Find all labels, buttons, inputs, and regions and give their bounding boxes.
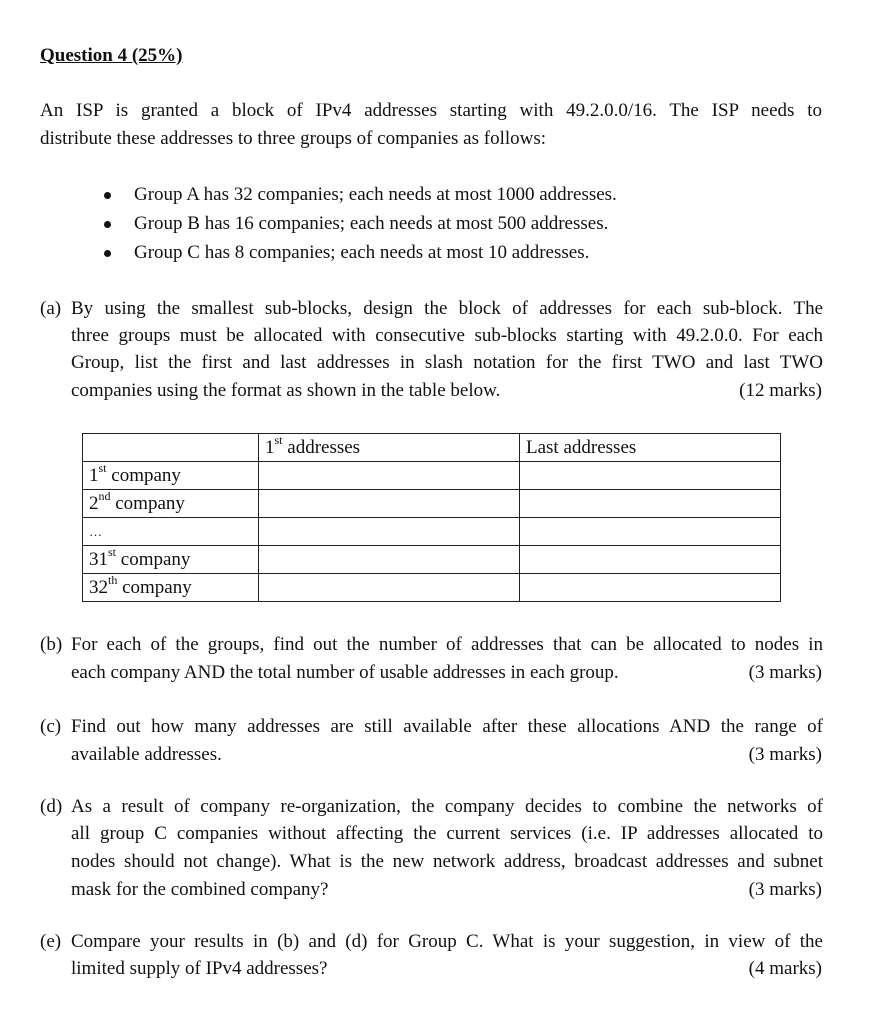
last-address-cell bbox=[520, 462, 781, 490]
first-address-cell bbox=[259, 462, 520, 490]
last-address-cell bbox=[520, 574, 781, 602]
part-e-label: (e) bbox=[40, 931, 62, 952]
part-d-label: (d) bbox=[40, 796, 63, 817]
part-a-line-3: Group, list the first and last addresses in slash notation for the first TWO and last TWO bbox=[71, 352, 823, 373]
table-row bbox=[83, 518, 781, 546]
first-address-cell bbox=[259, 574, 520, 602]
part-b-marks: (3 marks) bbox=[748, 662, 822, 683]
row-label: 2nd company bbox=[83, 490, 259, 518]
part-d-marks: (3 marks) bbox=[748, 879, 822, 900]
part-a-line-4: companies using the format as shown in the table below. bbox=[71, 380, 501, 401]
part-c-line-2: available addresses. bbox=[71, 744, 222, 765]
part-b-line-1: For each of the groups, find out the number of addresses that can be allocated to nodes in bbox=[71, 634, 823, 655]
part-c-marks: (3 marks) bbox=[748, 744, 822, 765]
first-address-cell bbox=[259, 546, 520, 574]
part-b-label: (b) bbox=[40, 634, 63, 655]
row-label: 32th company bbox=[83, 574, 259, 602]
row-label: 31st company bbox=[83, 546, 259, 574]
last-address-cell bbox=[520, 546, 781, 574]
header-empty-cell bbox=[83, 434, 259, 462]
bullet-group-b: Group B has 16 companies; each needs at most 500 addresses. bbox=[134, 213, 609, 234]
table-row bbox=[83, 462, 781, 490]
part-c-line-1: Find out how many addresses are still available after these allocations AND the range of bbox=[71, 716, 823, 737]
intro-line-2: distribute these addresses to three groups of companies as follows: bbox=[40, 128, 547, 149]
part-e-line-2: limited supply of IPv4 addresses? bbox=[71, 958, 328, 979]
bullet-icon bbox=[104, 221, 111, 228]
table-row bbox=[83, 490, 781, 518]
bullet-icon bbox=[104, 192, 111, 199]
part-d-line-3: nodes should not change). What is the new network address, broadcast addresses and subnet bbox=[71, 851, 823, 872]
table-header-row bbox=[83, 434, 781, 462]
header-first-addresses: 1st addresses bbox=[259, 434, 520, 462]
part-e-marks: (4 marks) bbox=[748, 958, 822, 979]
row-label-ellipsis: … bbox=[83, 518, 259, 546]
part-d-line-2: all group C companies without affecting the current services (i.e. IP addresses allocated to bbox=[71, 823, 823, 844]
first-address-cell bbox=[259, 518, 520, 546]
bullet-group-c: Group C has 8 companies; each needs at most 10 addresses. bbox=[134, 242, 590, 263]
part-e-line-1: Compare your results in (b) and (d) for Group C. What is your suggestion, in view of the bbox=[71, 931, 823, 952]
part-a-marks: (12 marks) bbox=[739, 380, 822, 401]
part-a-line-1: By using the smallest sub-blocks, design the block of addresses for each sub-block. The bbox=[71, 298, 823, 319]
part-a-label: (a) bbox=[40, 298, 62, 319]
bullet-icon bbox=[104, 250, 111, 257]
part-c-label: (c) bbox=[40, 716, 62, 737]
row-label: 1st company bbox=[83, 462, 259, 490]
first-address-cell bbox=[259, 490, 520, 518]
header-last-addresses: Last addresses bbox=[520, 434, 781, 462]
part-b-line-2: each company AND the total number of usable addresses in each group. bbox=[71, 662, 619, 683]
table-row bbox=[83, 574, 781, 602]
address-table bbox=[82, 433, 781, 602]
part-a-line-2: three groups must be allocated with consecutive sub-blocks starting with 49.2.0.0. For each bbox=[71, 325, 823, 346]
question-title: Question 4 (25%) bbox=[40, 45, 183, 66]
intro-line-1: An ISP is granted a block of IPv4 addresses starting with 49.2.0.0/16. The ISP needs to bbox=[40, 100, 822, 121]
last-address-cell bbox=[520, 518, 781, 546]
last-address-cell bbox=[520, 490, 781, 518]
part-d-line-1: As a result of company re-organization, the company decides to combine the networks of bbox=[71, 796, 823, 817]
part-d-line-4: mask for the combined company? bbox=[71, 879, 329, 900]
bullet-group-a: Group A has 32 companies; each needs at most 1000 addresses. bbox=[134, 184, 617, 205]
table-row bbox=[83, 546, 781, 574]
